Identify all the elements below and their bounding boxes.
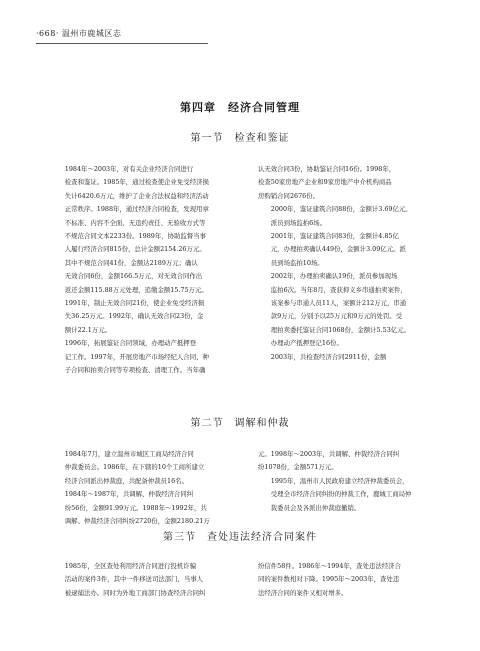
section-title-3: 第三节 查处违法经济合同案件 (163, 532, 317, 543)
section-3-left-column (52, 560, 236, 600)
text-line: 被逮捕法办。同时为外地工商部门协查经济合同纠 (64, 588, 206, 597)
paragraph (258, 448, 442, 475)
text-line: 1984年～2003年，对有关企业经济合同进行 (64, 165, 194, 173)
text-line: 裁委员会及各派出仲裁庭撤销。 (270, 503, 361, 512)
paragraph (258, 163, 442, 203)
text-line: 1995年，温州市人民政府建立经济仲裁委员会， (270, 476, 409, 485)
text-line: 房购销合同2676份。 (258, 191, 319, 200)
paragraph (52, 163, 236, 337)
text-line: 法经济合同的案件又相对增多。 (258, 588, 348, 597)
text-line: 元。1998年～2003年，共调解、仲裁经济合同纠 (258, 450, 400, 458)
text-line: 认无效合同3份，协助鉴证合同16份。1998年， (258, 165, 396, 173)
text-line: 人履行经济合同815份，总计金额2154.26万元。 (64, 245, 206, 254)
text-line: 1985年，全区查处利用经济合同进行投机诈骗 (64, 562, 197, 570)
text-line: 2000年，鉴证建筑合同88份，金额计3.69亿元。 (270, 205, 412, 214)
text-line: 理拍卖委托鉴证合同1068份，金额计5.53亿元。 (270, 325, 410, 334)
text-line: 该案参与串通人员11人，案额计212万元，串通 (270, 299, 407, 308)
text-line: 派员到场监拍6场。 (270, 218, 326, 227)
text-line: 受理全市经济合同纠纷的仲裁工作，鹿城工商局仲 (270, 490, 412, 499)
text-line: 员到场监拍10场。 (270, 258, 324, 267)
paragraph (52, 337, 236, 377)
text-line: 1984年7月，建立温州市城区工商局经济合同 (64, 450, 194, 458)
text-line: 仲裁委员会。1986年，在下辖的10个工商所建立 (64, 463, 205, 472)
text-line: 2003年，共检查经济合同2911份，金额 (270, 352, 387, 361)
paragraph (258, 560, 442, 600)
text-line: 调解、仲裁经济合同纠纷2720份，金额2180.21万 (64, 517, 210, 526)
text-line: 纷56份，金额91.99万元。1988年～1992年，共 (64, 503, 207, 512)
chapter-title: 第四章 经济合同管理 (180, 101, 300, 114)
paragraph (258, 203, 442, 230)
header-rule (36, 43, 208, 44)
text-line: 1991年，制止无效合同21份，使企业免受经济损 (64, 299, 205, 308)
text-line: 不规范合同文本2233份。1989年，协助监督当事 (64, 232, 206, 241)
paragraph (258, 475, 442, 515)
text-line: 纷信件58件。1986年～1994年，查处违法经济合 (258, 562, 401, 570)
text-line: 同的案件数相对下降。1995年～2003年，查处违 (258, 575, 400, 584)
text-line: 活动的案件3件，其中一件移送司法部门，当事人 (64, 575, 204, 584)
text-line: 正常秩序。1988年，通过经济合同检查，发现用章 (64, 205, 209, 214)
paragraph (258, 270, 442, 350)
text-line: 1996年，拓展鉴证合同领域，办理动产抵押登 (64, 339, 197, 348)
section-1-right-column (258, 163, 442, 364)
text-line: 额计22.1万元。 (64, 325, 111, 334)
text-line: 纷1078份，金额571万元。 (258, 463, 338, 472)
section-2-right-column (258, 448, 442, 515)
paragraph (52, 448, 236, 488)
text-line: 元，办理拍卖确认449份，金额计3.09亿元。派 (270, 245, 406, 254)
text-line: 子合同和拍卖合同等专项检查、清理工作。当年确 (64, 366, 206, 375)
text-line: 款9万元，分别予以25万元和9万元的处罚。受 (270, 312, 403, 321)
section-title-2: 第二节 调解和仲裁 (190, 418, 290, 429)
text-line: 不标准、内容不全面、无违约责任、无验收方式等 (64, 218, 206, 227)
text-line: 2001年，鉴证建筑合同83份，金额计4.85亿 (270, 232, 399, 241)
text-line: 记工作。1997年，开展房地产市场经纪人合同、种 (64, 352, 209, 361)
text-line: 失36.25万元。1992年，确认无效合同23份，金 (64, 312, 204, 321)
text-line: 检查50家房地产企业和9家房地产中介机构商品 (258, 178, 392, 187)
text-line: 办理动产抵押登记16份。 (270, 339, 343, 348)
section-1-left-column (52, 163, 236, 378)
section-2-left-column (52, 448, 236, 528)
text-line: 2002年，办理拍卖确认19份，派员参加现场 (270, 272, 398, 281)
text-line: 检查和鉴证。1985年，通过检查使企业免受经济损 (64, 178, 209, 187)
section-title-1: 第一节 检查和鉴证 (190, 133, 290, 144)
paragraph (258, 230, 442, 270)
text-line: 1984年～1987年，共调解、仲裁经济合同纠 (64, 490, 194, 499)
text-line: 失计6420.6万元，维护了企业合法权益和经济活动 (64, 191, 209, 200)
paragraph (52, 488, 236, 528)
text-line: 经济合同派出仲裁庭，共配备仲裁员16名。 (64, 476, 188, 485)
text-line: 其中不规范合同41份，金额达2189万元；确认 (64, 258, 198, 267)
text-line: 返还金额115.88万元处理，追缴金额15.75万元。 (64, 285, 208, 294)
section-3-right-column (258, 560, 442, 600)
running-header: ·668· 温州市鹿城区志 (36, 29, 122, 38)
text-line: 无效合同6份，金额166.5万元，对无效合同作出 (64, 272, 203, 281)
text-line: 监拍6次。当年8月，查获抑义乡串通拍卖案件， (270, 285, 407, 294)
paragraph (52, 560, 236, 600)
paragraph (258, 351, 442, 364)
